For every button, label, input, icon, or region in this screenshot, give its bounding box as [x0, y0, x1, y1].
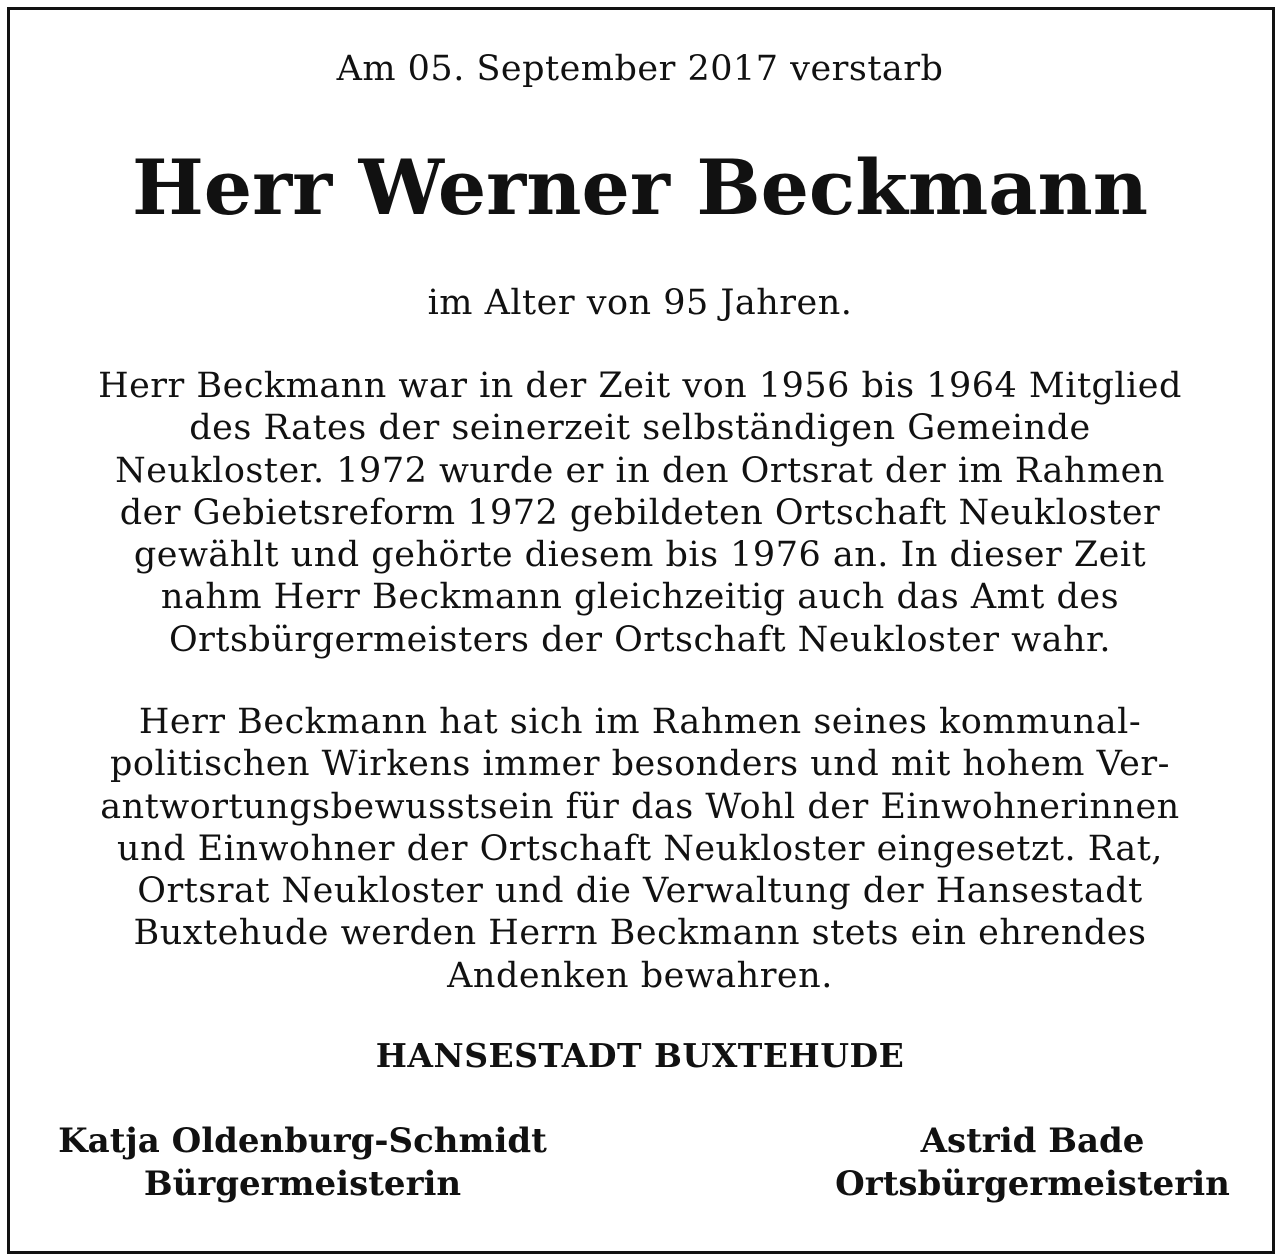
paragraph-line: gewählt und gehörte diesem bis 1976 an. In dieser Zeit	[133, 535, 1147, 576]
paragraph-line: des Rates der seinerzeit selbständigen Gemeinde	[189, 408, 1091, 449]
signatory-local-mayor	[830, 1120, 1235, 1206]
paragraph-line: Herr Beckmann hat sich im Rahmen seines kommunal-	[138, 702, 1142, 742]
signatory-title: Bürgermeisterin	[143, 1164, 462, 1204]
paragraph-line: der Gebietsreform 1972 gebildeten Ortschaft Neukloster	[119, 492, 1161, 533]
paragraph-line: politischen Wirkens immer besonders und mit hohem Ver-	[110, 744, 1170, 785]
paragraph-line: Neukloster. 1972 wurde er in den Ortsrat der im Rahmen	[115, 450, 1165, 491]
deceased-name: Herr Werner Beckmann	[131, 143, 1149, 232]
deceased-age: im Alter von 95 Jahren.	[427, 283, 853, 323]
paragraph-line: antwortungsbewusstsein für das Wohl der Einwohnerinnen	[100, 786, 1180, 827]
signatory-name: Katja Oldenburg-Schmidt	[58, 1121, 547, 1161]
signatory-name: Astrid Bade	[920, 1121, 1145, 1161]
paragraph-line: Andenken bewahren.	[447, 955, 833, 996]
organization-name: HANSESTADT BUXTEHUDE	[375, 1036, 905, 1075]
biography-paragraph	[0, 365, 1280, 661]
paragraph-line: nahm Herr Beckmann gleichzeitig auch das Amt des	[160, 577, 1120, 618]
notice-intro: Am 05. September 2017 verstarb	[336, 49, 944, 89]
tribute-paragraph	[0, 701, 1280, 997]
signatory-mayor	[40, 1120, 565, 1206]
paragraph-line: Ortsbürgermeisters der Ortschaft Neukloster wahr.	[168, 619, 1112, 660]
paragraph-line: Herr Beckmann war in der Zeit von 1956 bis 1964 Mitglied	[98, 366, 1182, 406]
paragraph-line: Buxtehude werden Herrn Beckmann stets ein ehrendes	[133, 913, 1147, 954]
paragraph-line: und Einwohner der Ortschaft Neukloster eingesetzt. Rat,	[117, 828, 1163, 869]
signatory-title: Ortsbürgermeisterin	[835, 1164, 1230, 1204]
paragraph-line: Ortsrat Neukloster und die Verwaltung der Hansestadt	[137, 871, 1143, 912]
